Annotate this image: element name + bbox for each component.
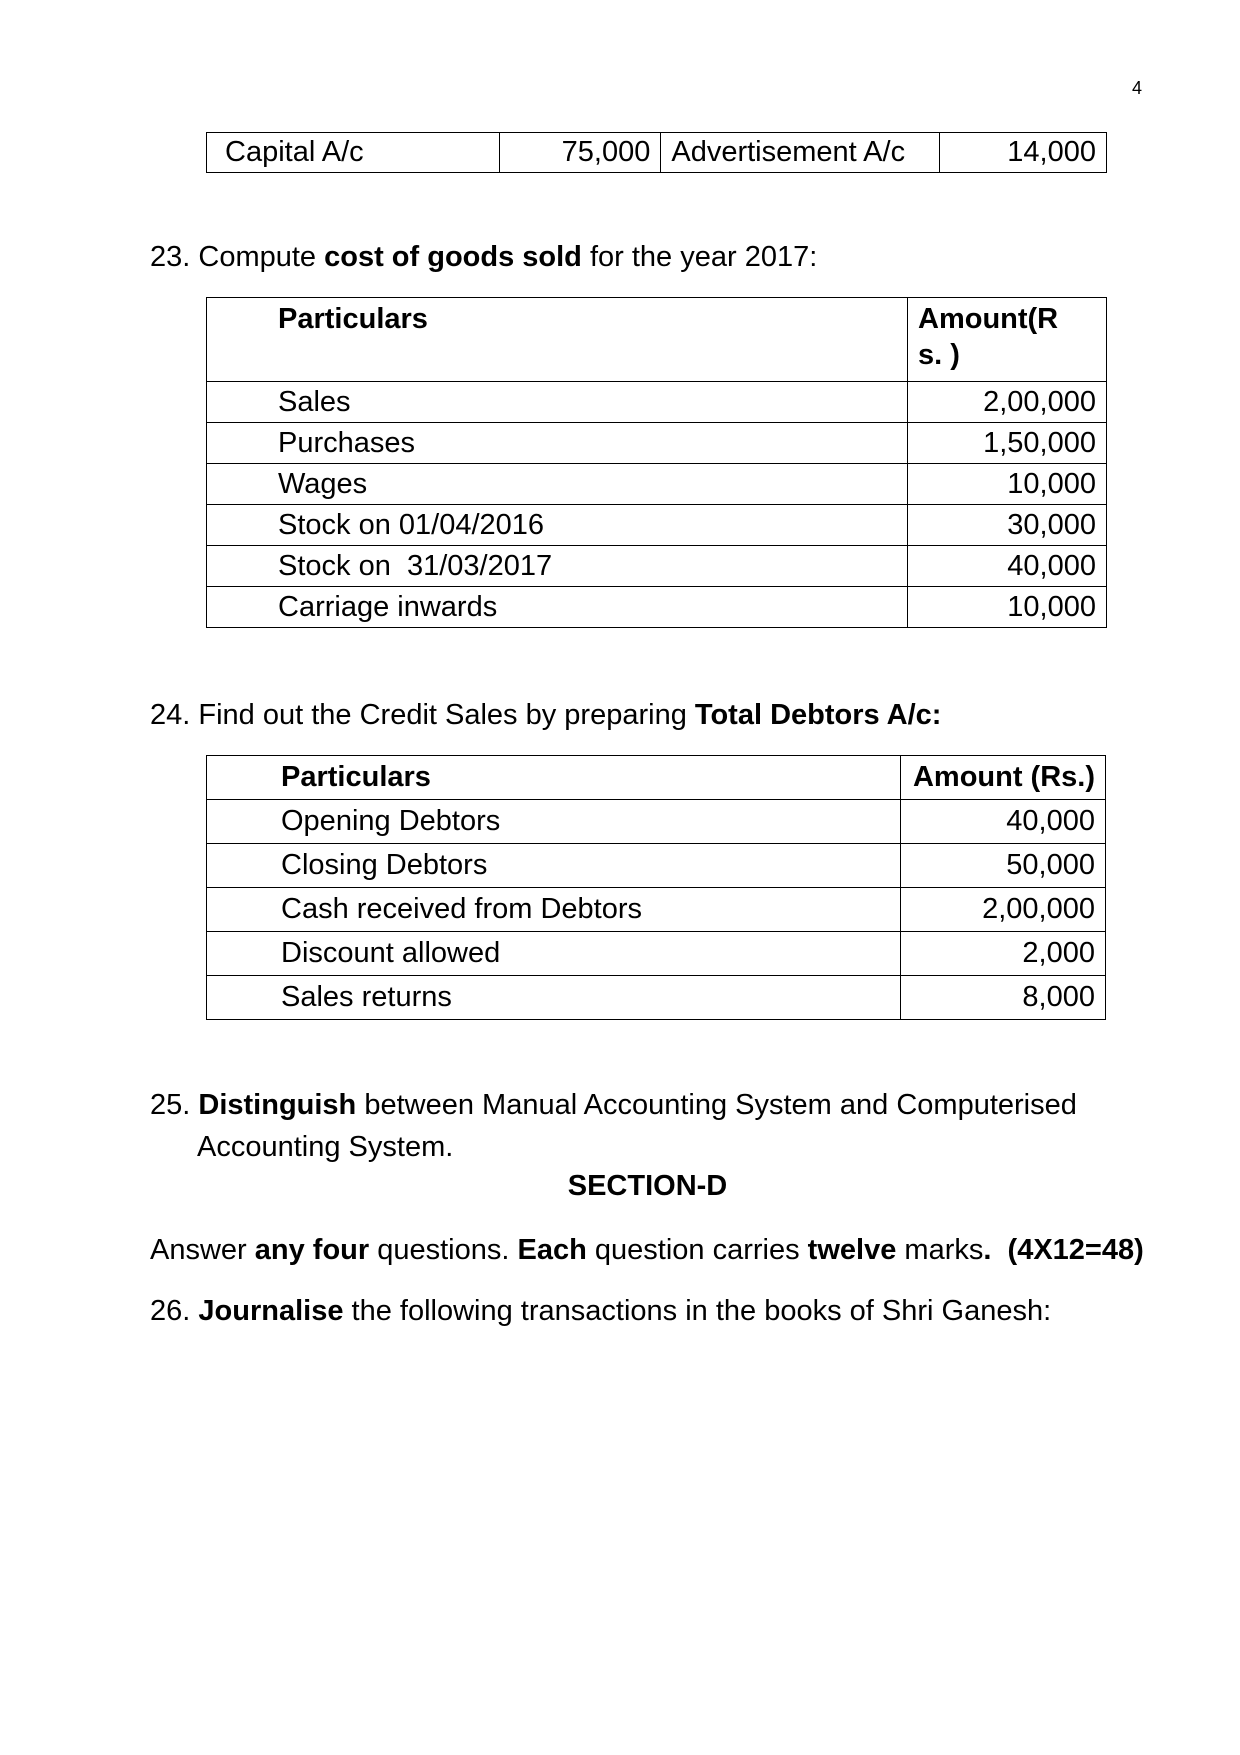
table-row bbox=[207, 464, 1107, 505]
amount-cell: 40,000 bbox=[901, 800, 1106, 844]
table-row bbox=[207, 505, 1107, 546]
particular-cell: Discount allowed bbox=[207, 932, 901, 976]
table-row bbox=[207, 844, 1106, 888]
instruction-text: questions. bbox=[377, 1234, 510, 1266]
table-row bbox=[207, 133, 1107, 173]
amount-cell: 2,00,000 bbox=[901, 888, 1106, 932]
particular-cell: Cash received from Debtors bbox=[207, 888, 901, 932]
table-row bbox=[207, 382, 1107, 423]
section-heading: SECTION-D bbox=[567, 1170, 728, 1202]
particular-cell: Stock on 31/03/2017 bbox=[207, 546, 908, 587]
question-emphasis: Total Debtors A/c: bbox=[694, 699, 942, 731]
amount-cell: 1,50,000 bbox=[908, 423, 1107, 464]
amount-cell: 2,000 bbox=[901, 932, 1106, 976]
table-row bbox=[207, 888, 1106, 932]
amount-cell: 40,000 bbox=[908, 546, 1107, 587]
table-row bbox=[207, 587, 1107, 628]
instruction-text: Answer bbox=[150, 1234, 247, 1266]
particular-cell: Stock on 01/04/2016 bbox=[207, 505, 908, 546]
total-debtors-table bbox=[206, 755, 1106, 1020]
question-25 bbox=[150, 1084, 1077, 1168]
table-row bbox=[207, 932, 1106, 976]
page-number: 4 bbox=[1132, 78, 1143, 98]
amount-cell: 10,000 bbox=[908, 464, 1107, 505]
instruction-text: marks bbox=[904, 1234, 984, 1266]
right-amount-cell: 14,000 bbox=[939, 133, 1106, 173]
question-number: 24. bbox=[150, 699, 191, 731]
particular-cell: Sales returns bbox=[207, 976, 901, 1020]
particular-cell: Carriage inwards bbox=[207, 587, 908, 628]
particular-cell: Wages bbox=[207, 464, 908, 505]
left-amount-cell: 75,000 bbox=[500, 133, 661, 173]
table-row bbox=[207, 976, 1106, 1020]
top-table bbox=[206, 132, 1107, 173]
question-emphasis: Distinguish bbox=[198, 1089, 357, 1121]
section-instructions bbox=[150, 1229, 1144, 1271]
question-number: 25. bbox=[150, 1089, 191, 1121]
question-emphasis: Journalise bbox=[198, 1295, 344, 1327]
amount-cell: 8,000 bbox=[901, 976, 1106, 1020]
header-particulars: Particulars bbox=[207, 298, 908, 382]
table-row bbox=[207, 800, 1106, 844]
particular-cell: Purchases bbox=[207, 423, 908, 464]
right-account-cell: Advertisement A/c bbox=[661, 133, 940, 173]
table-header-row bbox=[207, 298, 1107, 382]
question-24 bbox=[150, 694, 941, 736]
question-emphasis: cost of goods sold bbox=[324, 241, 582, 273]
question-text: between Manual Accounting System and Computerised bbox=[364, 1089, 1077, 1121]
table-row bbox=[207, 546, 1107, 587]
header-amount: Amount(Rs. ) bbox=[908, 298, 1107, 382]
particular-cell: Sales bbox=[207, 382, 908, 423]
question-line: Accounting System. bbox=[197, 1131, 454, 1163]
amount-cell: 30,000 bbox=[908, 505, 1107, 546]
cost-of-goods-sold-table bbox=[206, 297, 1107, 628]
table-row bbox=[207, 423, 1107, 464]
header-amount: Amount (Rs.) bbox=[901, 756, 1106, 800]
amount-cell: 2,00,000 bbox=[908, 382, 1107, 423]
particular-cell: Opening Debtors bbox=[207, 800, 901, 844]
instruction-emphasis: Each bbox=[517, 1234, 587, 1266]
question-text: Find out the Credit Sales by preparing bbox=[198, 699, 687, 731]
left-account-cell: Capital A/c bbox=[207, 133, 500, 173]
instruction-text: question carries bbox=[594, 1234, 800, 1266]
particular-cell: Closing Debtors bbox=[207, 844, 901, 888]
table-header-row bbox=[207, 756, 1106, 800]
question-26 bbox=[150, 1290, 1051, 1332]
amount-cell: 10,000 bbox=[908, 587, 1107, 628]
marks-total: . (4X12=48) bbox=[983, 1234, 1144, 1266]
instruction-emphasis: any four bbox=[254, 1234, 370, 1266]
question-text: for the year 2017: bbox=[589, 241, 818, 273]
question-number: 23. bbox=[150, 241, 191, 273]
amount-cell: 50,000 bbox=[901, 844, 1106, 888]
question-number: 26. bbox=[150, 1295, 191, 1327]
header-particulars: Particulars bbox=[207, 756, 901, 800]
instruction-emphasis: twelve bbox=[807, 1234, 897, 1266]
question-text: the following transactions in the books of Shri Ganesh: bbox=[351, 1295, 1052, 1327]
question-text: Compute bbox=[198, 241, 317, 273]
question-line bbox=[150, 1084, 1077, 1126]
question-23 bbox=[150, 236, 817, 278]
